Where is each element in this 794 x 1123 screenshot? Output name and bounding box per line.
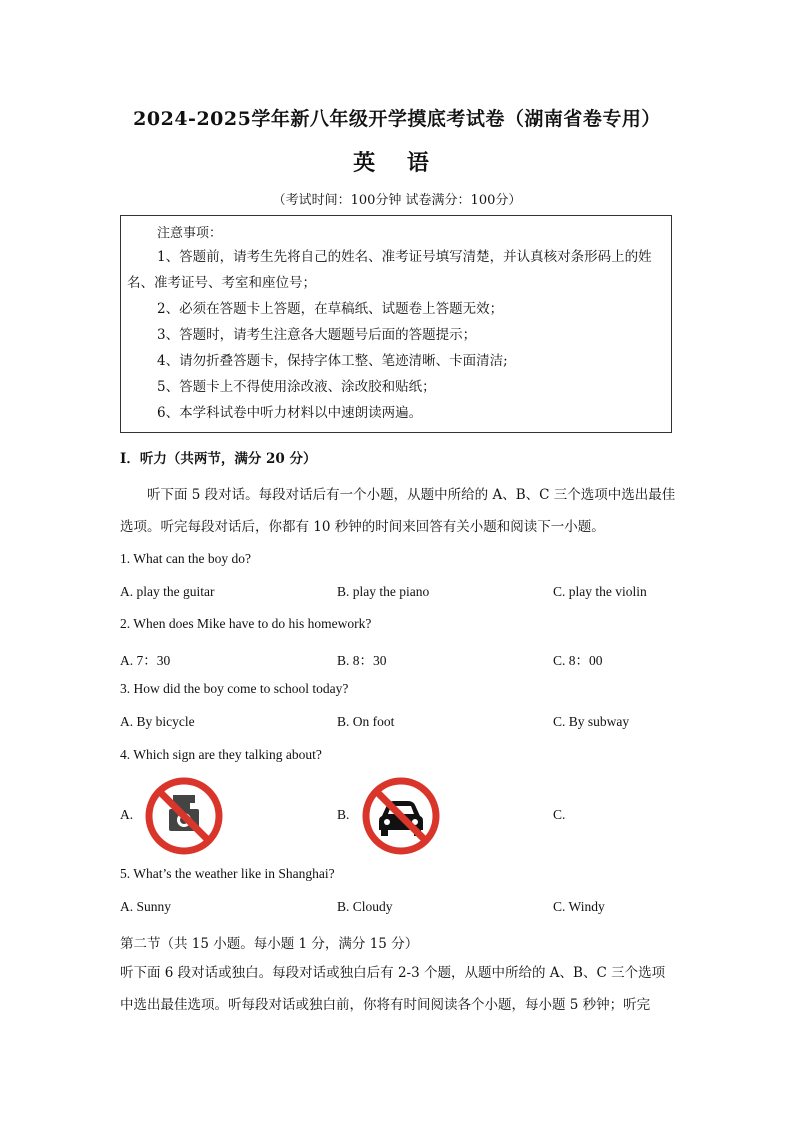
notice-item: 6、本学科试卷中听力材料以中速朗读两遍。	[157, 405, 423, 421]
option-c: C. play the violin	[553, 584, 647, 599]
notice-item: 2、必须在答题卡上答题，在草稿纸、试题卷上答题无效；	[157, 301, 504, 317]
option-b: B. 8：30	[337, 653, 387, 668]
notice-item: 4、请勿折叠答题卡，保持字体工整、笔迹清晰、卡面清洁;	[157, 353, 508, 369]
no-car-sign-icon	[360, 776, 442, 856]
option-c: C.	[553, 807, 566, 822]
option-a: A. Sunny	[120, 899, 172, 914]
question-stem: 5. What’s the weather like in Shanghai?	[120, 866, 335, 881]
section-instructions: 听下面 5 段对话。每段对话后有一个小题，从题中所给的 A、B、C 三个选项中选出最佳选项。听完每段对话后，你都有 10 秒钟的时间来回答有关小题和阅读下一小题。	[120, 487, 676, 535]
option-c: C. 8：00	[553, 653, 603, 668]
option-b: B. On foot	[337, 714, 395, 729]
option-a: A.	[120, 807, 134, 822]
section-heading: 第二节（共 15 小题。每小题 1 分，满分 15 分）	[120, 936, 419, 952]
notice-item: 1、答题前，请考生先将自己的姓名、准考证号填写清楚，并认真核对条形码上的姓名、准考证号、考室和座位号；	[127, 249, 652, 291]
option-a: A. play the guitar	[120, 584, 215, 599]
question-stem: 1. What can the boy do?	[120, 551, 251, 566]
notice-box	[120, 215, 672, 433]
section-heading: I．听力（共两节，满分 20 分）	[120, 451, 317, 467]
option-c: C. By subway	[553, 714, 630, 729]
question-stem: 3. How did the boy come to school today?	[120, 681, 349, 696]
subject-title: 英 语	[353, 150, 441, 176]
question-stem: 4. Which sign are they talking about?	[120, 747, 322, 762]
section-instructions: 听下面 6 段对话或独白。每段对话或独白后有 2-3 个题，从题中所给的 A、B、C 三个选项中选出最佳选项。听每段对话或独白前，你将有时间阅读各个小题，每小题 5 秒钟；听完	[120, 965, 666, 1013]
option-b: B. play the piano	[337, 584, 430, 599]
option-c: C. Windy	[553, 899, 605, 914]
notice-title: 注意事项：	[157, 226, 223, 241]
notice-item: 5、答题卡上不得使用涂改液、涂改胶和贴纸；	[157, 379, 436, 395]
option-b: B. Cloudy	[337, 899, 393, 914]
no-camera-sign-icon	[144, 776, 224, 856]
question-stem: 2. When does Mike have to do his homework?	[120, 616, 372, 631]
option-b: B.	[337, 807, 350, 822]
exam-title: 2024-2025学年新八年级开学摸底考试卷（湖南省卷专用）	[133, 108, 661, 130]
exam-info: （考试时间：100分钟 试卷满分：100分）	[272, 193, 522, 208]
option-a: A. By bicycle	[120, 714, 195, 729]
notice-item: 3、答题时，请考生注意各大题题号后面的答题提示；	[157, 327, 477, 343]
option-a: A. 7：30	[120, 653, 171, 668]
